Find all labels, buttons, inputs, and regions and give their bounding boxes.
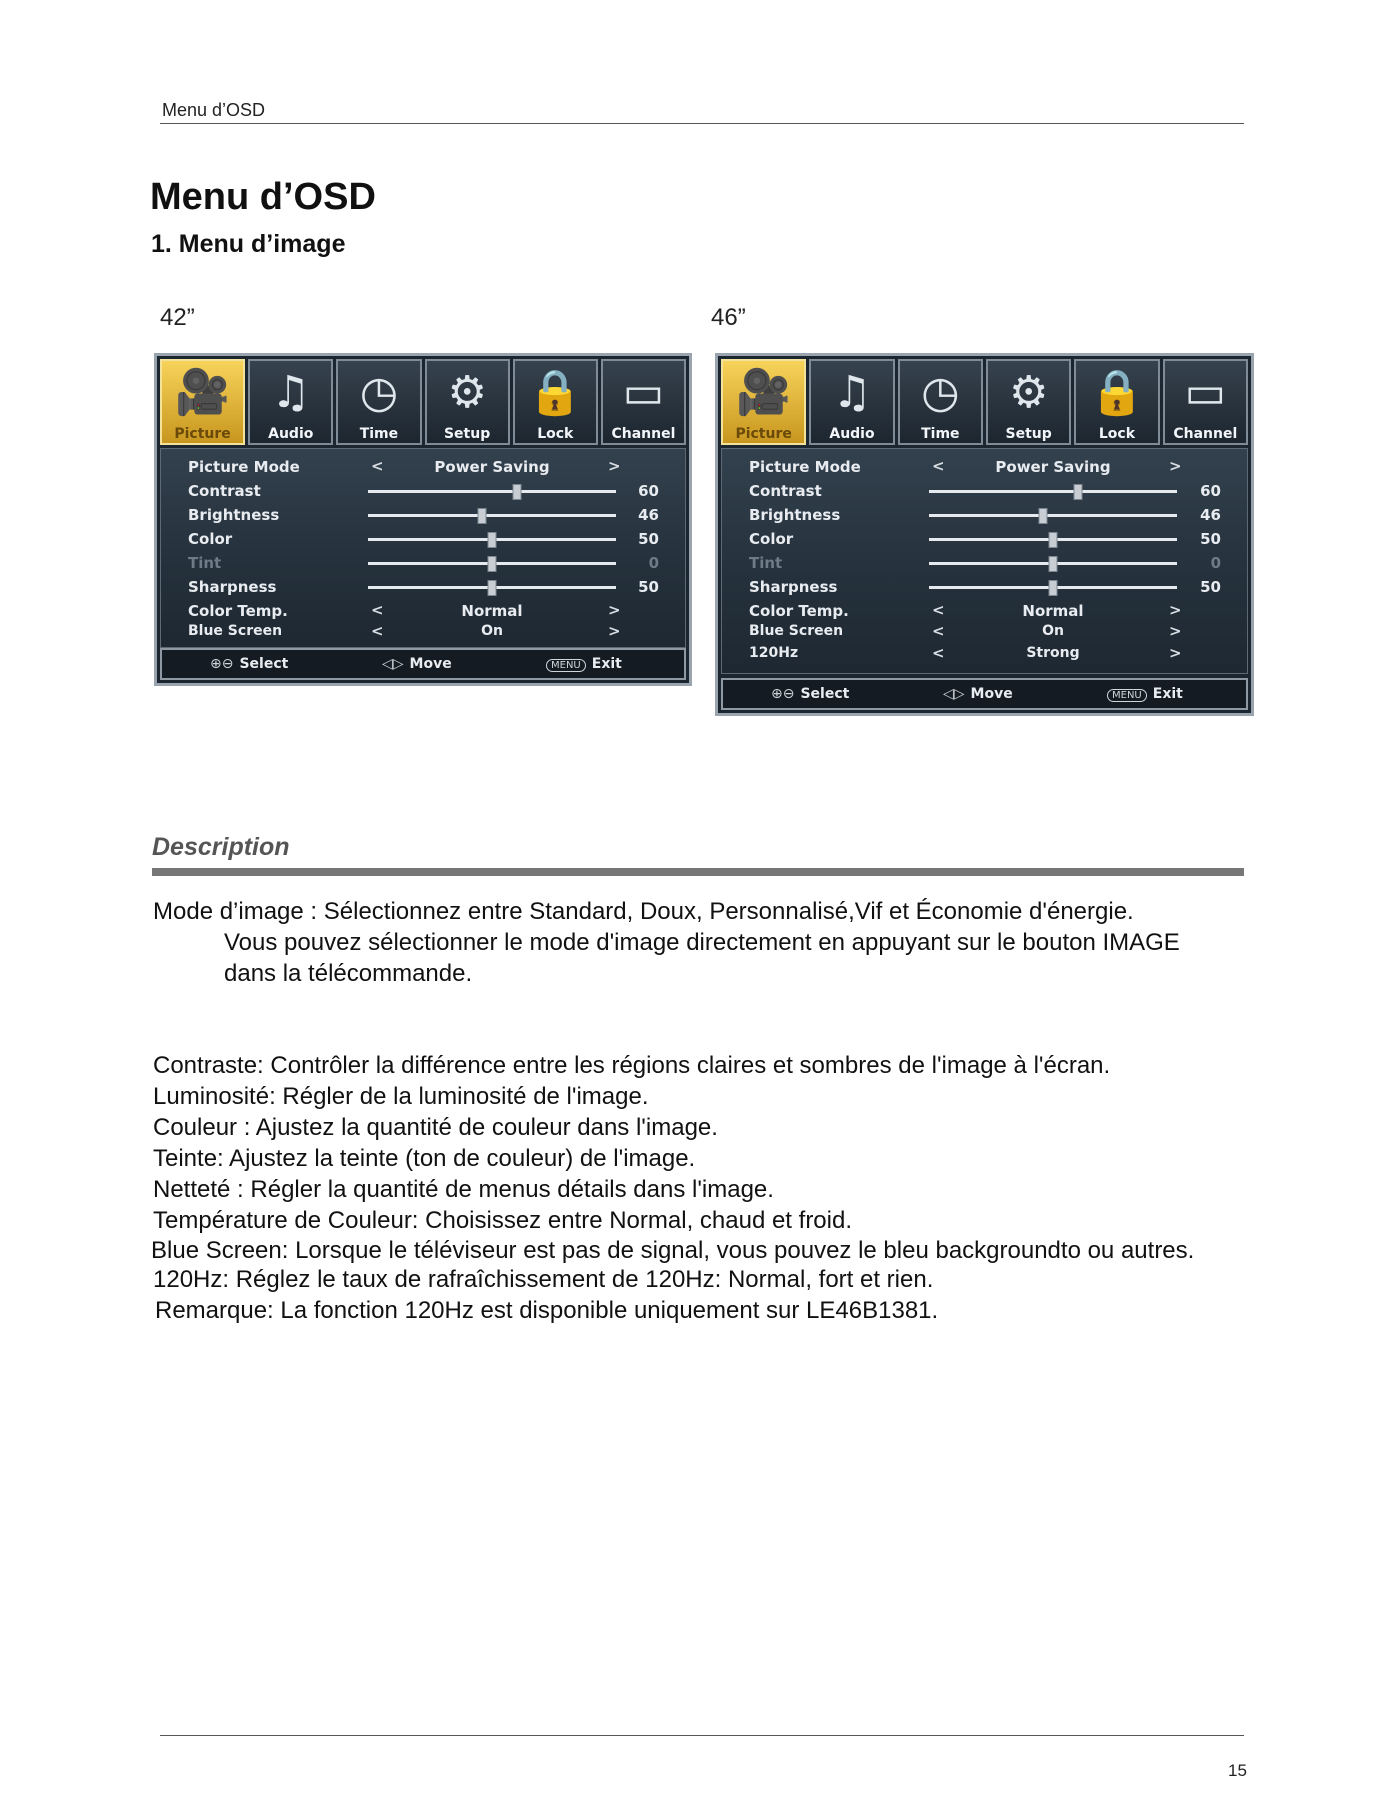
menu-key-icon: MENU: [1107, 689, 1147, 702]
arrow-right-icon[interactable]: >: [608, 601, 621, 619]
audio-icon: ♫: [832, 367, 872, 418]
gear-icon: ⚙: [1008, 367, 1049, 418]
slider-knob[interactable]: [478, 508, 487, 524]
brightness-slider[interactable]: [368, 514, 616, 517]
footer-exit: MENU Exit: [546, 656, 622, 672]
desc-line: Mode d’image : Sélectionnez entre Standard, Doux, Personnalisé,Vif et Économie d'énergie.: [153, 898, 1134, 925]
desc-line: Teinte: Ajustez la teinte (ton de couleur) de l'image.: [153, 1145, 696, 1172]
up-down-icon: ⊕⊖: [771, 686, 795, 702]
tab-audio[interactable]: ♫ Audio: [248, 359, 333, 445]
arrow-right-icon[interactable]: >: [1169, 601, 1182, 619]
arrow-left-icon[interactable]: <: [932, 644, 945, 662]
osd-screenshot-42: [154, 353, 692, 686]
arrow-left-icon[interactable]: <: [371, 457, 384, 475]
arrow-left-icon[interactable]: <: [371, 622, 384, 640]
padlock-icon: 🔒: [527, 367, 583, 418]
sharpness-slider[interactable]: [368, 586, 616, 589]
monitor-icon: ▭: [1184, 367, 1227, 418]
sharpness-slider[interactable]: [929, 586, 1177, 589]
footer-rule: [160, 1735, 1244, 1736]
desc-line: Netteté : Régler la quantité de menus détails dans l'image.: [153, 1176, 774, 1203]
tab-time[interactable]: ◷ Time: [336, 359, 421, 445]
slider-knob[interactable]: [488, 580, 497, 596]
contrast-slider[interactable]: [368, 490, 616, 493]
color-row[interactable]: Color 50: [749, 530, 1221, 548]
contrast-row[interactable]: Contrast 60: [188, 482, 659, 500]
description-heading: Description: [152, 833, 290, 861]
size-label-42: 42”: [160, 304, 195, 331]
color-row[interactable]: Color 50: [188, 530, 659, 548]
picture-mode-value: Power Saving: [995, 458, 1111, 476]
tab-time[interactable]: ◷ Time: [898, 359, 983, 445]
color-temp-row[interactable]: Color Temp. < Normal >: [188, 601, 621, 620]
brightness-row[interactable]: Brightness 46: [188, 506, 659, 524]
desc-line: Contraste: Contrôler la différence entre les régions claires et sombres de l'image à l'écran.: [153, 1052, 1111, 1079]
osd-tab-bar: [160, 359, 686, 445]
contrast-row[interactable]: Contrast 60: [749, 482, 1221, 500]
menu-key-icon: MENU: [546, 659, 586, 672]
osd-settings-panel: [721, 448, 1248, 674]
tint-slider: [929, 562, 1177, 565]
arrow-left-icon[interactable]: <: [932, 601, 945, 619]
osd-screenshot-46: [715, 353, 1254, 716]
osd-footer: [160, 648, 686, 680]
sharpness-row[interactable]: Sharpness 50: [749, 578, 1221, 596]
gear-icon: ⚙: [447, 367, 487, 418]
arrow-right-icon[interactable]: >: [608, 622, 621, 640]
slider-knob[interactable]: [1049, 532, 1058, 548]
tint-row: Tint 0: [749, 554, 1221, 572]
description-divider: [152, 868, 1244, 876]
arrow-right-icon[interactable]: >: [1169, 457, 1182, 475]
arrow-left-icon[interactable]: <: [932, 622, 945, 640]
brightness-slider[interactable]: [929, 514, 1177, 517]
arrow-right-icon[interactable]: >: [1169, 622, 1182, 640]
padlock-icon: 🔒: [1089, 367, 1145, 418]
tint-slider: [368, 562, 616, 565]
slider-knob: [1049, 556, 1058, 572]
audio-icon: ♫: [271, 367, 311, 418]
up-down-icon: ⊕⊖: [210, 656, 234, 672]
desc-line: dans la télécommande.: [224, 960, 473, 987]
blue-screen-row[interactable]: Blue Screen < On >: [749, 622, 1182, 640]
osd-footer: [721, 678, 1248, 710]
desc-line: Couleur : Ajustez la quantité de couleur dans l'image.: [153, 1114, 718, 1141]
sharpness-row[interactable]: Sharpness 50: [188, 578, 659, 596]
size-label-46: 46”: [711, 304, 746, 331]
camcorder-icon: 🎥: [736, 367, 792, 418]
color-temp-row[interactable]: Color Temp. < Normal >: [749, 601, 1182, 620]
tab-lock[interactable]: 🔒 Lock: [513, 359, 598, 445]
footer-select: ⊕⊖ Select: [771, 686, 850, 702]
tab-channel[interactable]: ▭ Channel: [601, 359, 686, 445]
clock-icon: ◷: [921, 367, 960, 418]
color-slider[interactable]: [368, 538, 616, 541]
left-right-icon: ◁▷: [943, 686, 965, 702]
slider-knob[interactable]: [512, 484, 521, 500]
section-subtitle: 1. Menu d’image: [151, 230, 346, 258]
desc-line: Température de Couleur: Choisissez entre Normal, chaud et froid.: [153, 1207, 852, 1234]
osd-tab-bar: [721, 359, 1248, 445]
slider-knob[interactable]: [488, 532, 497, 548]
monitor-icon: ▭: [622, 367, 665, 418]
arrow-left-icon[interactable]: <: [932, 457, 945, 475]
arrow-right-icon[interactable]: >: [608, 457, 621, 475]
page-number: 15: [1228, 1761, 1247, 1780]
tint-row: Tint 0: [188, 554, 659, 572]
desc-line: Luminosité: Régler de la luminosité de l'image.: [153, 1083, 649, 1110]
hz120-row[interactable]: 120Hz < Strong >: [749, 644, 1182, 662]
desc-line: 120Hz: Réglez le taux de rafraîchissement de 120Hz: Normal, fort et rien.: [153, 1266, 934, 1293]
tab-picture[interactable]: 🎥 Picture: [160, 359, 245, 445]
desc-line: Vous pouvez sélectionner le mode d'image directement en appuyant sur le bouton IMAGE: [224, 929, 1180, 956]
tab-channel[interactable]: ▭ Channel: [1163, 359, 1248, 445]
slider-knob[interactable]: [1039, 508, 1048, 524]
header-rule: [160, 123, 1244, 124]
brightness-row[interactable]: Brightness 46: [749, 506, 1221, 524]
osd-settings-panel: [160, 448, 686, 648]
left-right-icon: ◁▷: [382, 656, 404, 672]
desc-line: Remarque: La fonction 120Hz est disponible uniquement sur LE46B1381.: [155, 1297, 939, 1324]
contrast-slider[interactable]: [929, 490, 1177, 493]
footer-exit: MENU Exit: [1107, 686, 1183, 702]
footer-move: ◁▷ Move: [382, 656, 452, 672]
slider-knob[interactable]: [1049, 580, 1058, 596]
camcorder-icon: 🎥: [175, 367, 230, 418]
tab-audio[interactable]: ♫ Audio: [809, 359, 894, 445]
slider-knob: [488, 556, 497, 572]
clock-icon: ◷: [359, 367, 399, 418]
arrow-right-icon[interactable]: >: [1169, 644, 1182, 662]
picture-mode-value: Power Saving: [434, 458, 550, 476]
slider-knob[interactable]: [1073, 484, 1082, 500]
tab-picture[interactable]: 🎥 Picture: [721, 359, 806, 445]
color-slider[interactable]: [929, 538, 1177, 541]
picture-mode-row[interactable]: Picture Mode < Power Saving >: [749, 457, 1182, 476]
page-title: Menu d’OSD: [150, 176, 376, 218]
arrow-left-icon[interactable]: <: [371, 601, 384, 619]
running-header: Menu d’OSD: [162, 100, 266, 120]
footer-move: ◁▷ Move: [943, 686, 1013, 702]
tab-setup[interactable]: ⚙ Setup: [425, 359, 510, 445]
blue-screen-row[interactable]: Blue Screen < On >: [188, 622, 621, 640]
picture-mode-row[interactable]: Picture Mode < Power Saving >: [188, 457, 621, 476]
desc-line: Blue Screen: Lorsque le téléviseur est pas de signal, vous pouvez le bleu backgroundto ou autres.: [151, 1237, 1195, 1264]
footer-select: ⊕⊖ Select: [210, 656, 289, 672]
tab-lock[interactable]: 🔒 Lock: [1074, 359, 1159, 445]
tab-setup[interactable]: ⚙ Setup: [986, 359, 1071, 445]
